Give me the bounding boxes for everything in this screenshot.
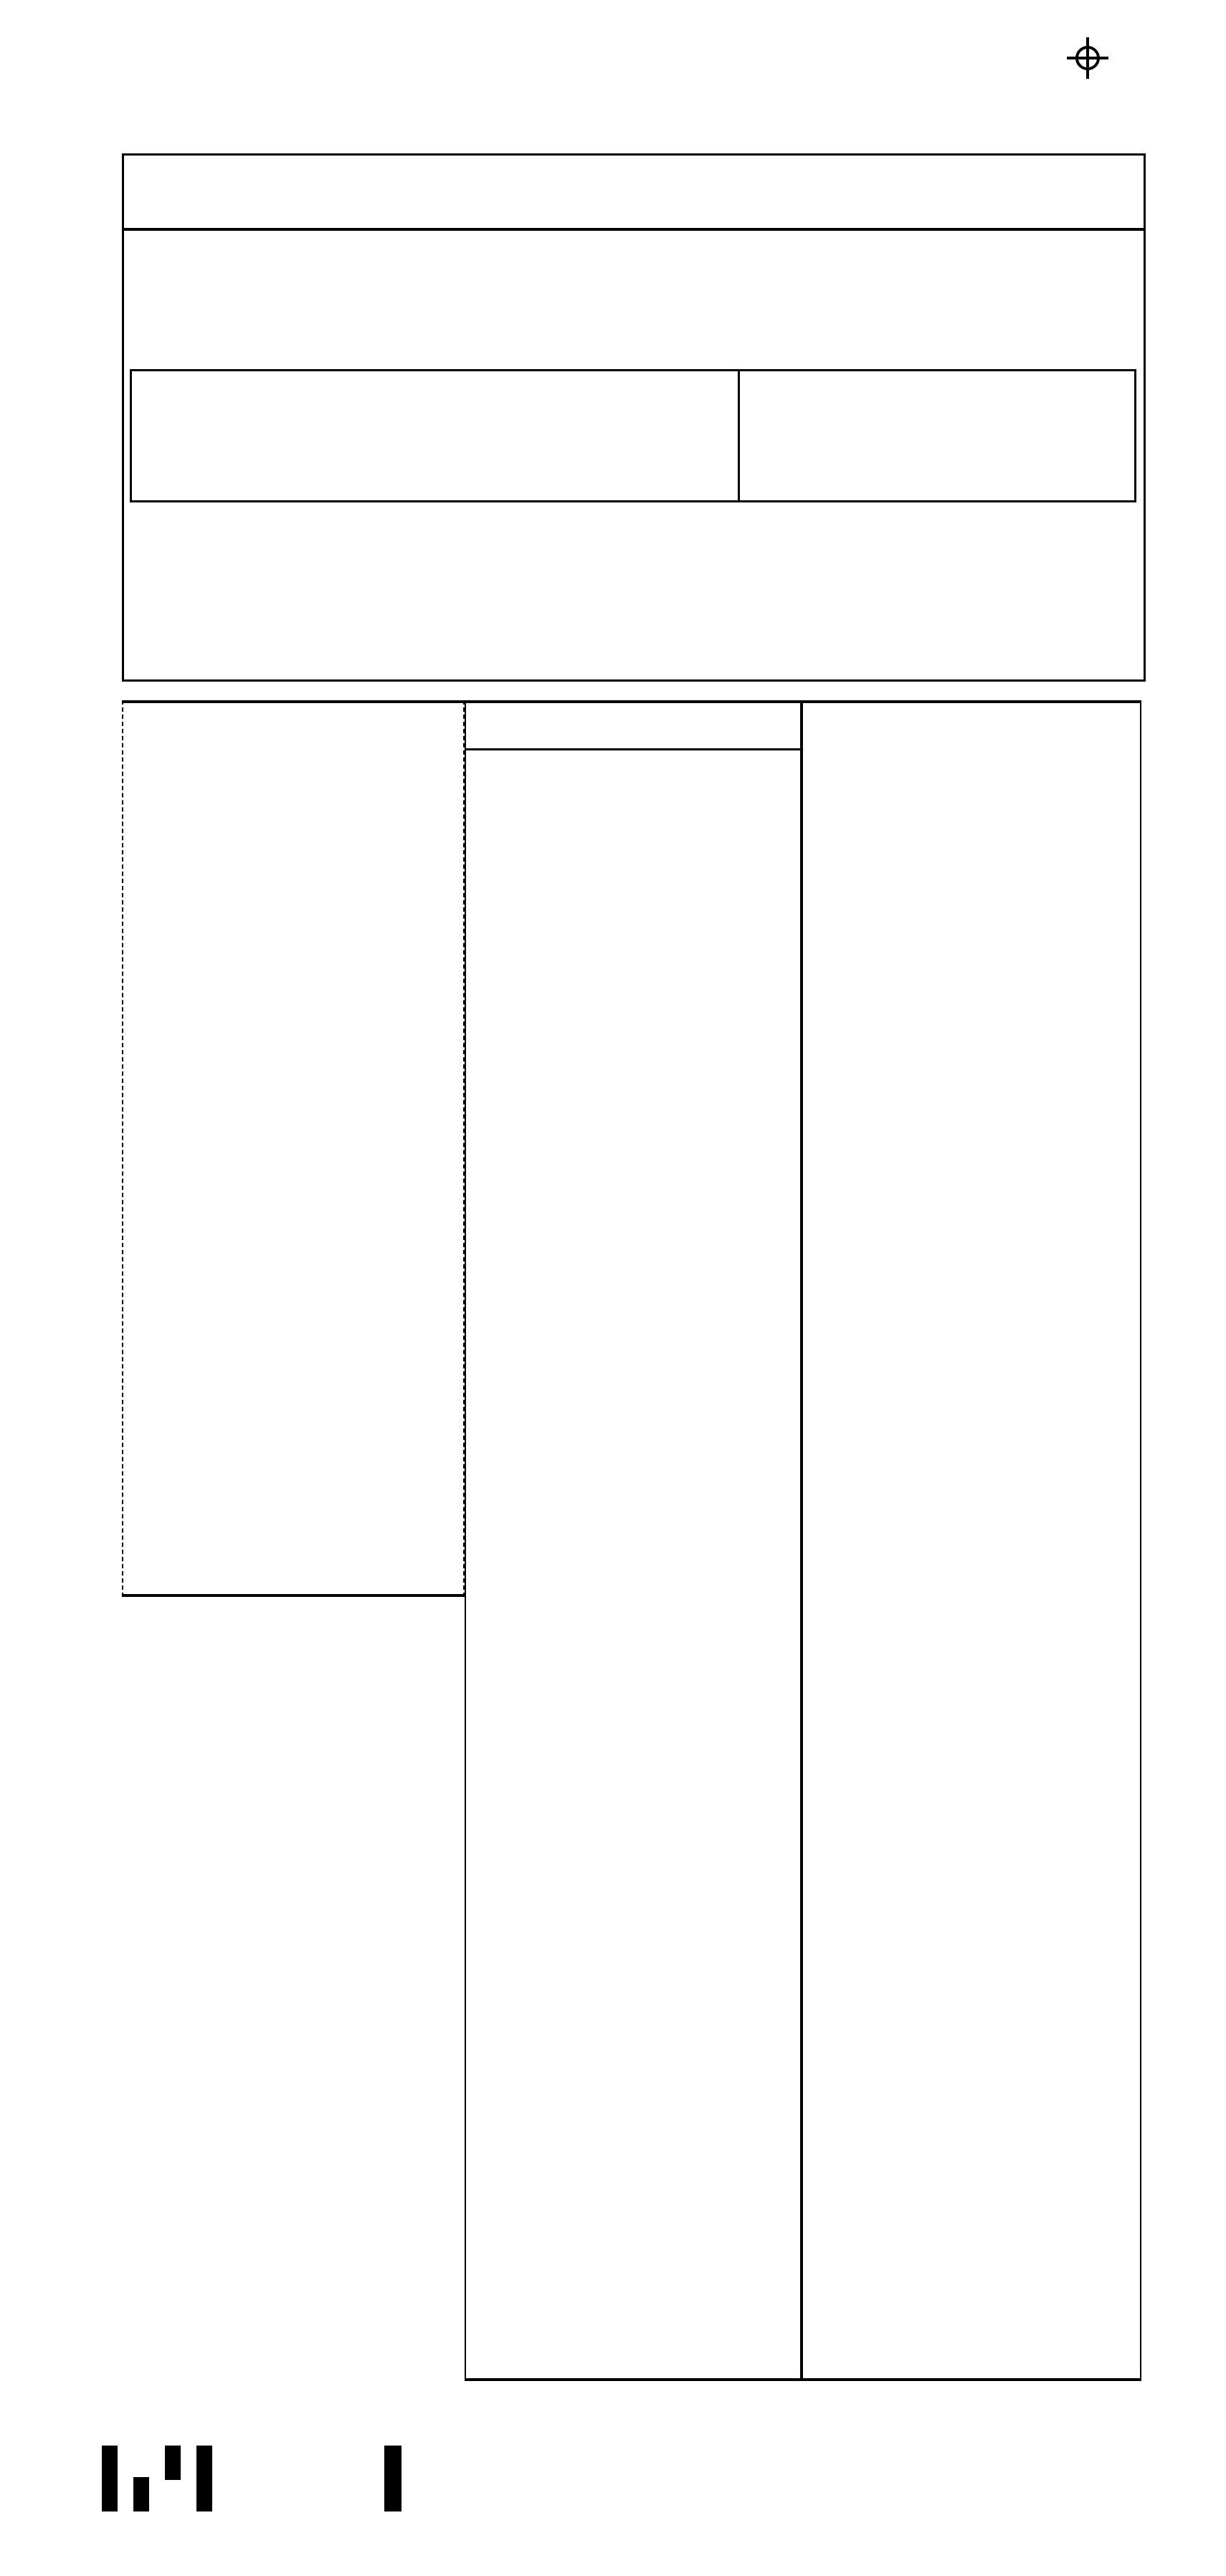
special-election-banner: [466, 703, 800, 750]
ballot-column-middle: [465, 700, 802, 2381]
footer-sheet-bar: [384, 2446, 401, 2511]
footer-barcode-bar: [165, 2446, 181, 2480]
warning-cell: [740, 371, 1134, 500]
ballot-column-right: [802, 700, 1141, 2381]
footer-barcode-bar: [102, 2446, 118, 2511]
registration-crosshair-icon: [1067, 37, 1108, 79]
footer-barcode-bar: [133, 2477, 149, 2511]
mistake-section: [153, 511, 1119, 530]
header-divider: [123, 228, 1144, 231]
contests-area: [122, 700, 1143, 2385]
to-vote-cell: [132, 371, 740, 500]
instructions-box: [130, 369, 1136, 502]
footer-barcode-bar: [196, 2446, 212, 2511]
ballot-header-box: [122, 153, 1146, 682]
ballot-column-left: [122, 700, 465, 1597]
